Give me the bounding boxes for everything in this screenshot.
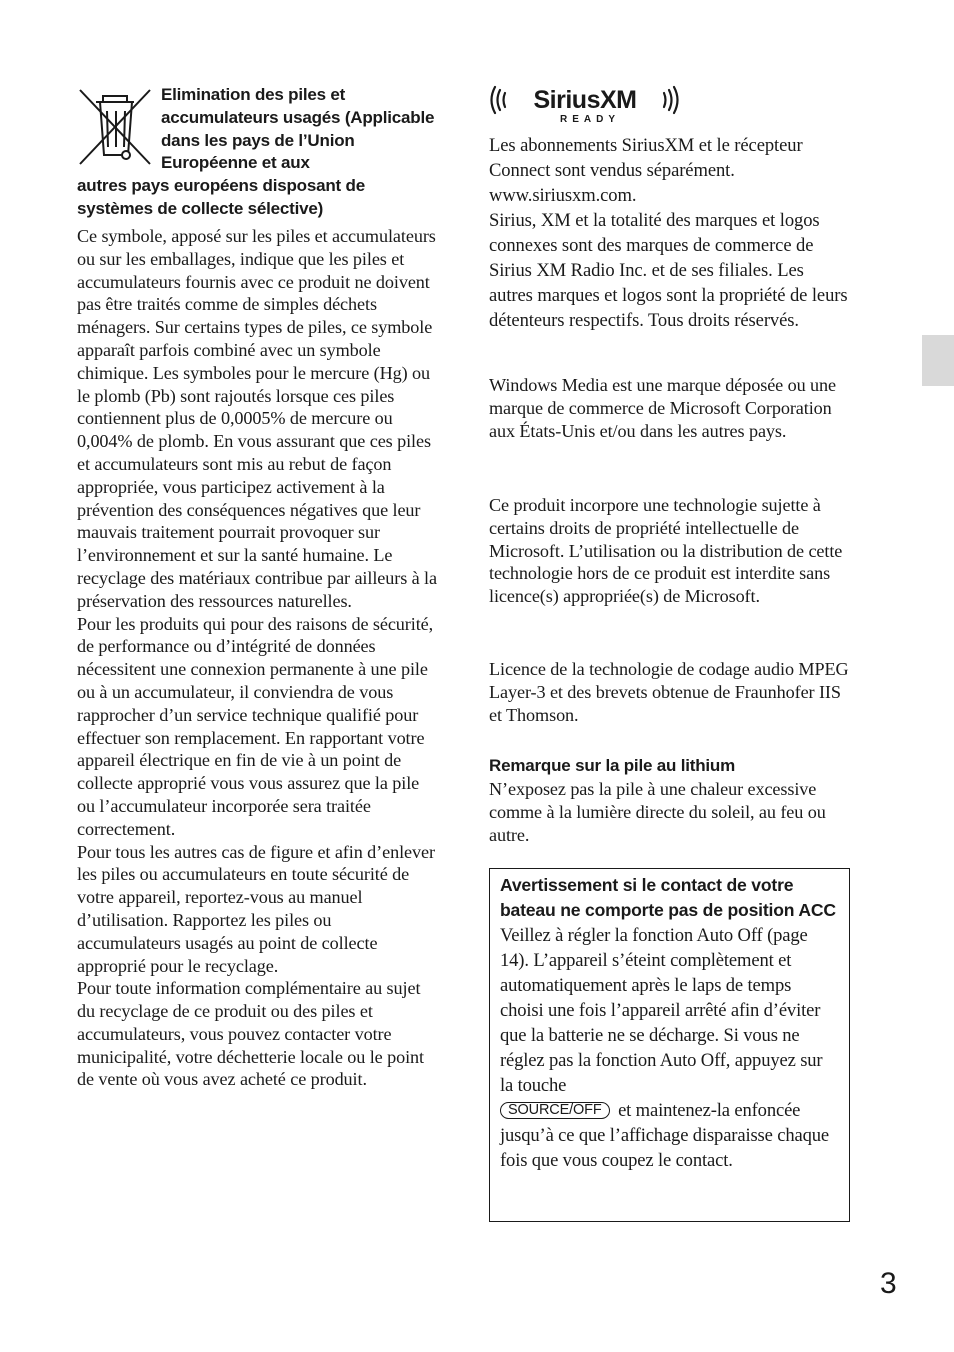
warning-heading: Avertissement si le contact de votre bateau ne comporte pas de position ACC <box>500 875 836 920</box>
sirius-subscription-text: Les abonnements SiriusXM et le récepteur Connect sont vendus séparément. www.siriusxm.com. <box>489 135 803 206</box>
crossed-bin-icon <box>77 87 153 167</box>
waste-body <box>77 225 437 1091</box>
waste-heading-top: Elimination des piles et accumulateurs usagés (Applicable dans les pays de l’Union Européenne et aux <box>161 85 435 173</box>
waste-paragraph: Pour tous les autres cas de figure et afin d’enlever les piles ou accumulateurs en toute sécurité de votre appareil, reportez-vous au manuel d’utilisation. Rapportez les piles ou accumulateurs usagés au point de collecte approprié pour le recyclage. <box>77 841 435 976</box>
page-number: 3 <box>880 1267 897 1300</box>
logo-brand-text: SiriusXM <box>533 86 637 114</box>
section-tab-marker <box>922 335 954 386</box>
waste-paragraph: Pour les produits qui pour des raisons de sécurité, de performance ou d’intégrité de données nécessitent une connexion permanente à une pile ou à un accumulateur, il conviendra de vous rapprocher d’un service technique qualifié pour effectuer son remplacement. En rapportant votre appareil électrique en fin de vie à un point de collecte approprié vous vous assurez que la pile ou l’accumulateur incorporée sera traitée correctement. <box>77 613 434 839</box>
waste-paragraph: Ce symbole, apposé sur les piles et accumulateurs ou sur les emballages, indique que les piles et accumulateurs fournis avec ce produit ne doivent pas être traités comme de simples déchets ménagers. Sur certains types de piles, ce symbole apparaît parfois combiné avec un symbole chimique. Les symboles pour le mercure (Hg) ou le plomb (Pb) sont rajoutés lorsque ces piles contiennent plus de 0,0005% de mercure ou 0,004% de plomb. En vous assurant que ces piles et accumulateurs sont mis au rebut de façon appropriée, vous participez activement à la prévention des conséquences négatives que leur mauvais traitement pourrait provoquer sur l’environnement et sur la santé humaine. Le recyclage des matériaux contribue par ailleurs à la préservation des ressources naturelles. <box>77 226 437 611</box>
waste-paragraph: Pour toute information complémentaire au sujet du recyclage de ce produit ou des piles et accumulateurs, vous pouvez contacter votre municipalité, votre déchetterie locale ou le point de vente où vous avez acheté ce produit. <box>77 978 424 1090</box>
source-off-key-label: SOURCE/OFF <box>500 1102 610 1119</box>
acc-warning-box <box>489 868 850 1222</box>
windows-media-trademark-text: Windows Media est une marque déposée ou une marque de commerce de Microsoft Corporation aux États-Unis et/ou dans les autres pays. <box>489 375 836 441</box>
waste-heading-bottom: autres pays européens disposant de systèmes de collecte sélective) <box>77 176 365 218</box>
logo-ready-text: READY <box>559 114 621 125</box>
warning-body <box>500 923 839 1173</box>
lithium-heading: Remarque sur la pile au lithium <box>489 756 736 775</box>
mpeg-license-text: Licence de la technologie de codage audio MPEG Layer-3 et des brevets obtenue de Fraunhofer IIS et Thomson. <box>489 659 849 725</box>
siriusxm-ready-logo <box>487 80 687 125</box>
warning-body-before: Veillez à régler la fonction Auto Off (page 14). L’appareil s’éteint complètement et automatiquement après le laps de temps choisi une fois l’appareil arrêté afin d’éviter que la batterie ne se décharge. Si vous ne réglez pas la fonction Auto Off, appuyez sur la touche <box>500 925 823 1096</box>
warning-body-after: et maintenez-la enfoncée jusqu’à ce que l’affichage disparaisse chaque fois que vous coupez le contact. <box>500 1100 829 1171</box>
sirius-trademark-text: Sirius, XM et la totalité des marques et logos connexes sont des marques de commerce de Sirius XM Radio Inc. et de ses filiales. Les autres marques et logos sont la propriété de leurs détenteurs respectifs. Tous droits réservés. <box>489 210 848 331</box>
lithium-body: N’exposez pas la pile à une chaleur excessive comme à la lumière directe du soleil, au feu ou autre. <box>489 779 826 845</box>
microsoft-ip-text: Ce produit incorpore une technologie sujette à certains droits de propriété intellectuelle de Microsoft. L’utilisation ou la distribution de cette technologie hors de ce produit est interdite sans licence(s) appropriée(s) de Microsoft. <box>489 495 843 607</box>
